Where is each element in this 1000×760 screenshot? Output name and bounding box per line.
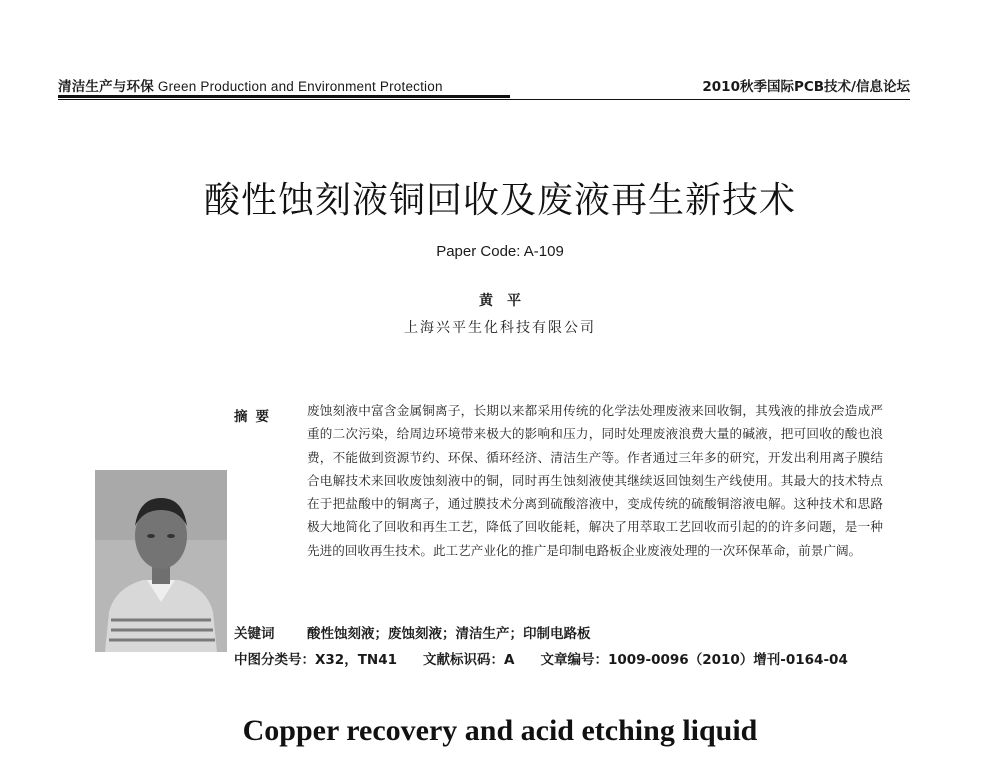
clc-number: 中图分类号：X32，TN41	[234, 652, 397, 668]
header-section-en: Green Production and Environment Protection	[157, 79, 443, 94]
running-header-left	[58, 75, 443, 95]
keywords-line	[234, 622, 591, 642]
keywords-value: 酸性蚀刻液；废蚀刻液；清洁生产；印制电路板	[307, 626, 591, 642]
header-section-cn: 清洁生产与环保	[58, 79, 154, 95]
document-code: 文献标识码：A	[423, 652, 515, 668]
paper-title: 酸性蚀刻液铜回收及废液再生新技术	[203, 180, 796, 221]
running-header-right: 2010秋季国际PCB技术/信息论坛	[702, 79, 910, 95]
abstract-label: 摘要	[234, 409, 277, 425]
header-rule-thick	[58, 95, 510, 98]
author-name: 黄平	[479, 293, 535, 309]
author-affiliation: 上海兴平生化科技有限公司	[404, 320, 596, 336]
paper-code: Paper Code: A-109	[436, 243, 564, 260]
article-number: 文章编号：1009-0096（2010）增刊-0164-04	[540, 652, 848, 668]
keywords-label: 关键词	[234, 626, 275, 642]
author-portrait-icon	[95, 470, 227, 652]
classification-line	[234, 648, 848, 668]
author-photo	[95, 470, 227, 652]
header-rule-thin	[58, 99, 910, 100]
abstract-text: 废蚀刻液中富含金属铜离子，长期以来都采用传统的化学法处理废液来回收铜，其残液的排放会造成严重的二次污染，给周边环境带来极大的影响和压力，同时处理废液浪费大量的碱液，把可回收的酸也浪费，不能做到资源节约、环保、循环经济、清洁生产等。作者通过三年多的研究，开发出利用离子膜结合电解技术来回收废蚀刻液中的铜，同时再生蚀刻液使其继续返回蚀刻生产线使用。其最大的技术特点在于把盐酸中的铜离子，通过膜技术分离到硫酸溶液中，变成传统的硫酸铜溶液电解。这种技术和思路极大地简化了回收和再生工艺，降低了回收能耗，解决了用萃取工艺回收而引起的的许多问题，是一种先进的回收再生技术。此工艺产业化的推广是印制电路板企业废液处理的一次环保革命，前景广阔。	[307, 403, 883, 558]
english-title: Copper recovery and acid etching liquid	[242, 714, 758, 747]
